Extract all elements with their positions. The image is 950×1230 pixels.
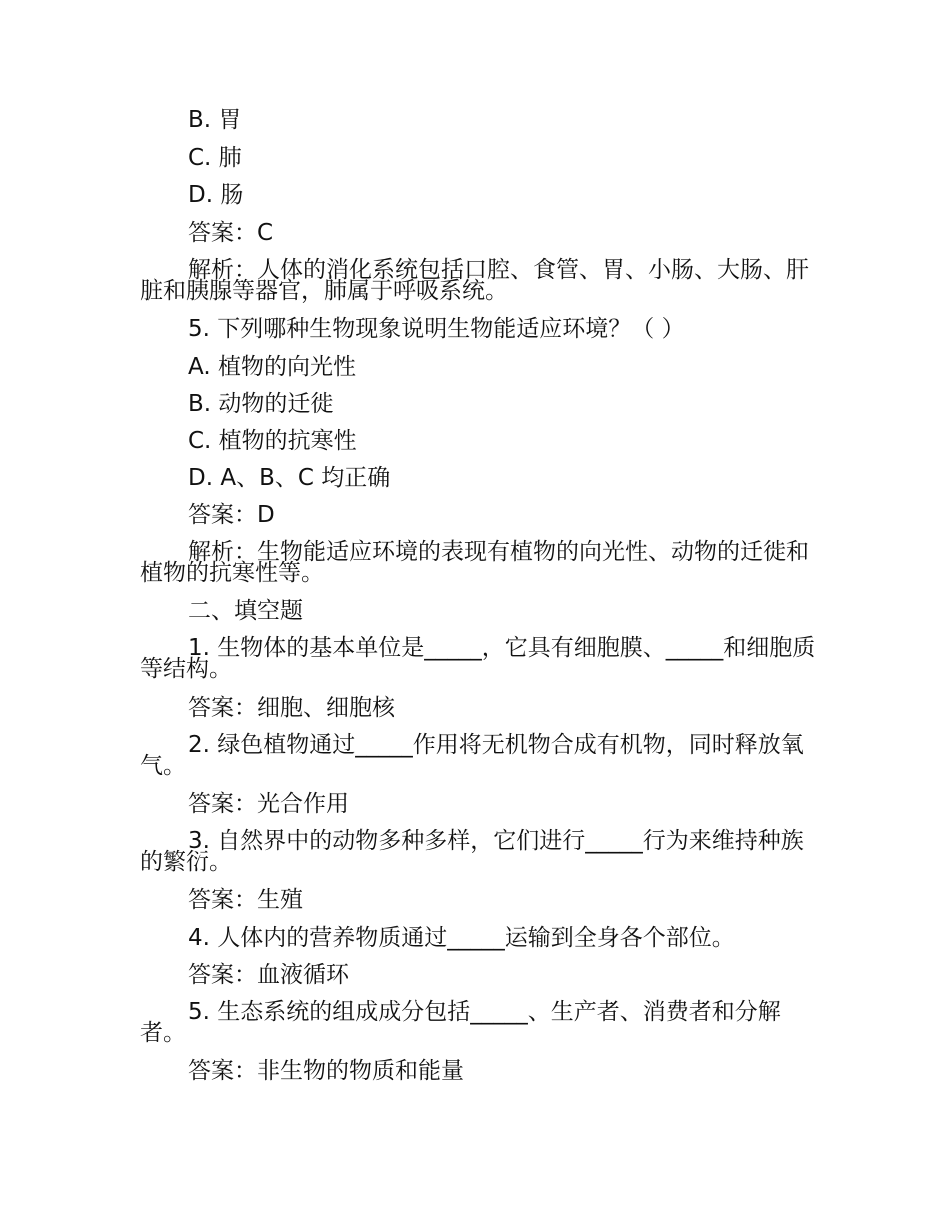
analysis-q5: 解析：生物能适应环境的表现有植物的向光性、动物的迁徙和植物的抗寒性等。 <box>140 539 809 586</box>
option-c-q5: C. 植物的抗寒性 <box>188 428 357 454</box>
answer-q4: 答案：C <box>188 220 274 246</box>
fill-question-1: 1. 生物体的基本单位是_____，它具有细胞膜、_____和细胞质等结构。 <box>140 635 816 682</box>
fill-answer-2: 答案：光合作用 <box>188 791 349 817</box>
option-a-q5: A. 植物的向光性 <box>188 354 356 380</box>
analysis-q4: 解析：人体的消化系统包括口腔、食管、胃、小肠、大肠、肝脏和胰腺等器官，肺属于呼吸系统。 <box>140 257 809 304</box>
fill-answer-3: 答案：生殖 <box>188 887 303 913</box>
question-5: 5. 下列哪种生物现象说明生物能适应环境？（ ） <box>188 316 685 342</box>
option-c-q4: C. 肺 <box>188 145 242 171</box>
section-heading-fill-blank: 二、填空题 <box>188 598 303 624</box>
answer-q5: 答案：D <box>188 502 275 528</box>
fill-question-2: 2. 绿色植物通过_____作用将无机物合成有机物，同时释放氧气。 <box>140 732 804 779</box>
fill-question-3: 3. 自然界中的动物多种多样，它们进行_____行为来维持种族的繁衍。 <box>140 828 804 875</box>
option-d-q4: D. 肠 <box>188 182 244 208</box>
fill-answer-4: 答案：血液循环 <box>188 962 349 988</box>
fill-question-5: 5. 生态系统的组成成分包括_____、生产者、消费者和分解者。 <box>140 999 781 1046</box>
option-b-q5: B. 动物的迁徙 <box>188 391 334 417</box>
fill-answer-1: 答案：细胞、细胞核 <box>188 695 395 721</box>
fill-question-4: 4. 人体内的营养物质通过_____运输到全身各个部位。 <box>188 925 735 951</box>
option-b-q4: B. 胃 <box>188 107 242 133</box>
option-d-q5: D. A、B、C 均正确 <box>188 465 391 491</box>
fill-answer-5: 答案：非生物的物质和能量 <box>188 1058 464 1084</box>
